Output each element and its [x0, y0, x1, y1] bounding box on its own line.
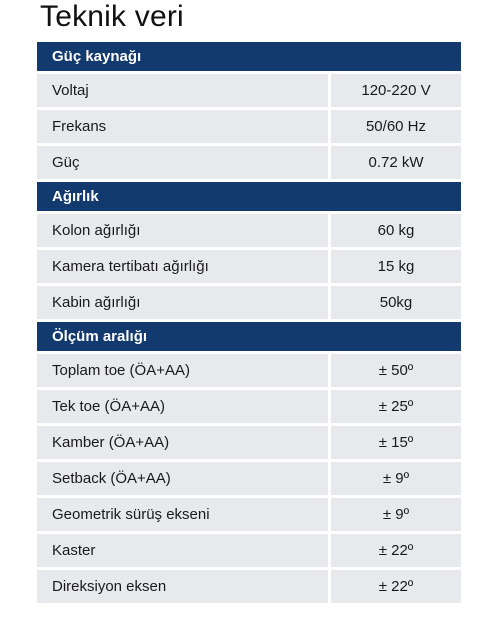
row-value: ± 22º — [331, 570, 461, 603]
row-value: ± 25º — [331, 390, 461, 423]
table-row — [37, 498, 461, 534]
spec-table — [37, 42, 461, 606]
table-row — [37, 146, 461, 182]
table-row — [37, 214, 461, 250]
row-label: Direksiyon eksen — [37, 570, 331, 603]
section-header-power-supply: Güç kaynağı — [37, 42, 461, 74]
table-row — [37, 250, 461, 286]
table-row — [37, 570, 461, 606]
table-row — [37, 390, 461, 426]
page-title: Teknik veri — [40, 0, 184, 33]
row-label: Kamera tertibatı ağırlığı — [37, 250, 331, 283]
section-header-measurement-range: Ölçüm aralığı — [37, 322, 461, 354]
row-value: 15 kg — [331, 250, 461, 283]
row-value: 50kg — [331, 286, 461, 319]
row-label: Kamber (ÖA+AA) — [37, 426, 331, 459]
row-label: Kaster — [37, 534, 331, 567]
row-label: Toplam toe (ÖA+AA) — [37, 354, 331, 387]
row-value: ± 9º — [331, 498, 461, 531]
table-row — [37, 74, 461, 110]
row-label: Kolon ağırlığı — [37, 214, 331, 247]
table-row — [37, 354, 461, 390]
row-value: 120-220 V — [331, 74, 461, 107]
row-value: ± 15º — [331, 426, 461, 459]
row-label: Kabin ağırlığı — [37, 286, 331, 319]
table-row — [37, 462, 461, 498]
row-value: 0.72 kW — [331, 146, 461, 179]
row-value: 50/60 Hz — [331, 110, 461, 143]
table-row — [37, 534, 461, 570]
row-label: Setback (ÖA+AA) — [37, 462, 331, 495]
row-value: ± 22º — [331, 534, 461, 567]
table-row — [37, 286, 461, 322]
table-row — [37, 426, 461, 462]
row-label: Voltaj — [37, 74, 331, 107]
row-value: ± 50º — [331, 354, 461, 387]
row-value: ± 9º — [331, 462, 461, 495]
row-label: Frekans — [37, 110, 331, 143]
table-row — [37, 110, 461, 146]
row-label: Geometrik sürüş ekseni — [37, 498, 331, 531]
row-label: Güç — [37, 146, 331, 179]
section-header-weight: Ağırlık — [37, 182, 461, 214]
row-label: Tek toe (ÖA+AA) — [37, 390, 331, 423]
row-value: 60 kg — [331, 214, 461, 247]
